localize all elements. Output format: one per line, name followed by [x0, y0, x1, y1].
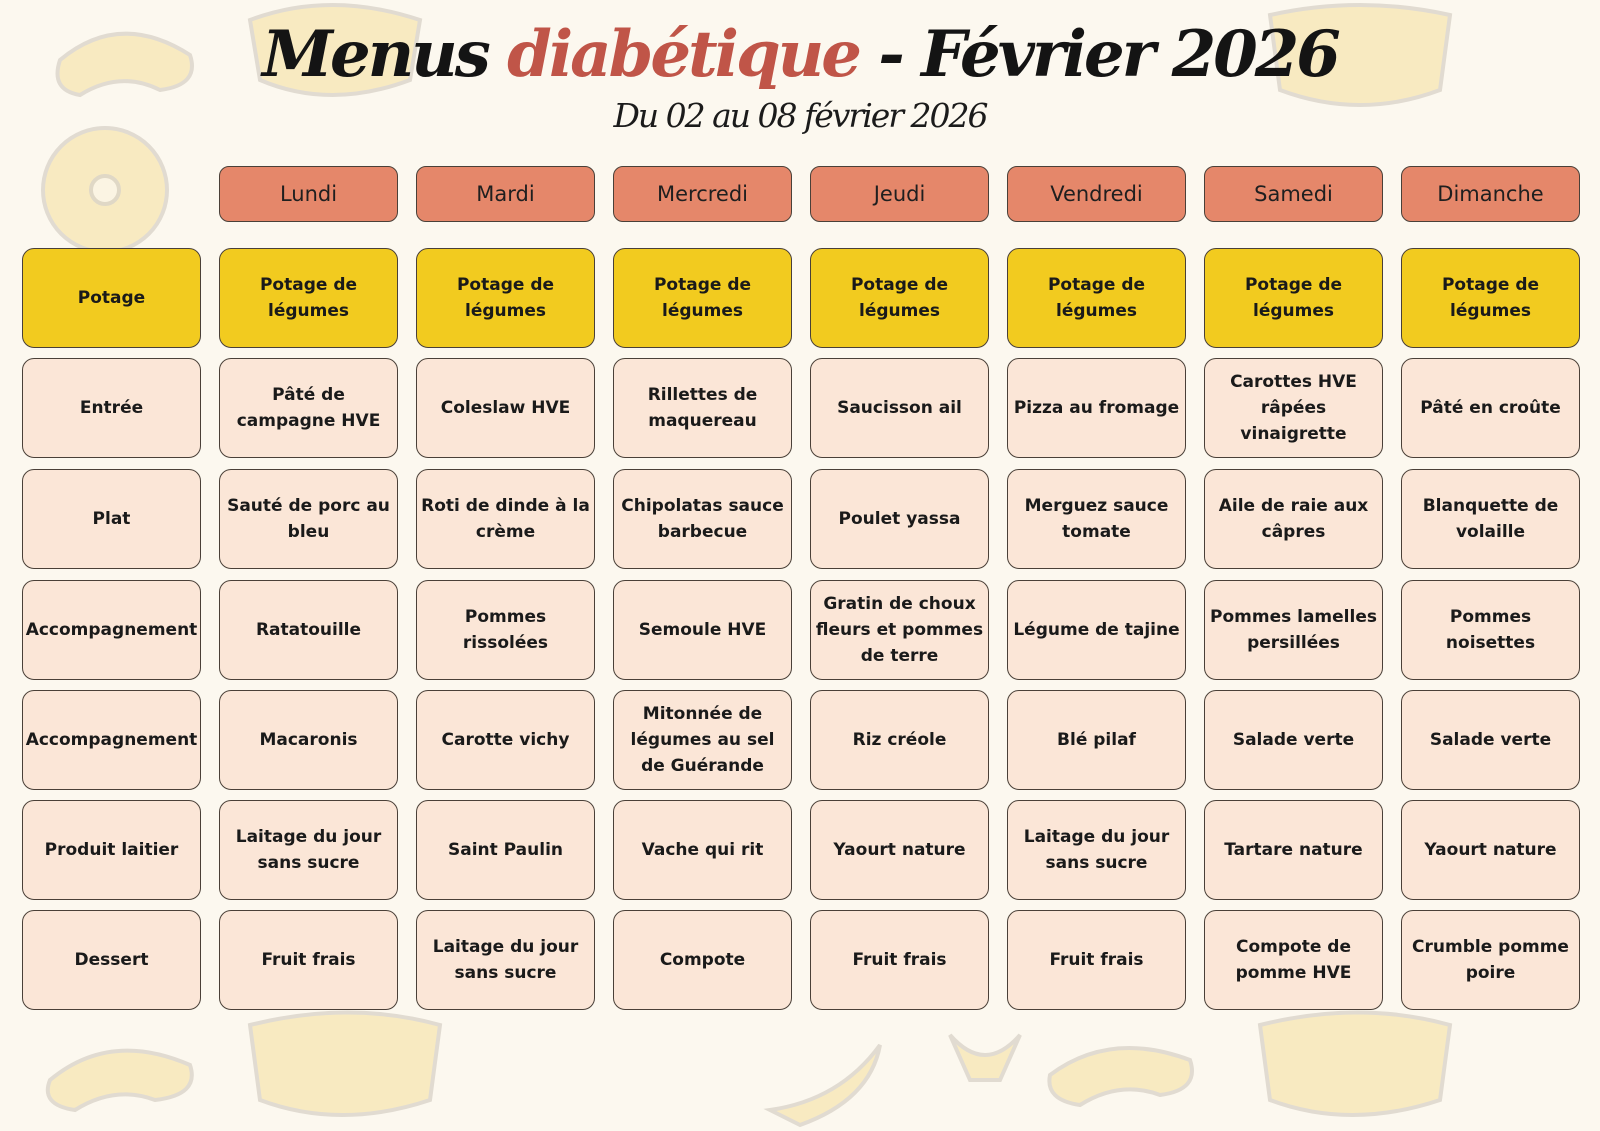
menu-cell — [1401, 690, 1580, 790]
menu-cell-text: Aile de raie aux câpres — [1218, 496, 1369, 542]
menu-cell — [219, 248, 398, 348]
menu-cell — [1007, 800, 1186, 900]
day-header-text: Mardi — [476, 182, 535, 206]
menu-cell-text: Pâté de campagne HVE — [236, 385, 381, 431]
menu-cell — [1401, 358, 1580, 458]
menu-cell — [810, 358, 989, 458]
row-label-text: Accompagnement — [25, 730, 198, 750]
menu-cell — [613, 910, 792, 1010]
day-header-text: Jeudi — [873, 182, 926, 206]
menu-cell-text: Laitage du jour sans sucre — [432, 937, 579, 983]
menu-cell — [1401, 580, 1580, 680]
menu-cell-text: Tartare nature — [1224, 840, 1363, 860]
menu-cell — [810, 580, 989, 680]
menu-cell-text: Laitage du jour sans sucre — [235, 827, 382, 873]
menu-cell-text: Pommes noisettes — [1445, 607, 1536, 653]
menu-cell-text: Potage de légumes — [456, 275, 555, 321]
menu-cell — [1204, 800, 1383, 900]
menu-cell-text: Fruit frais — [1049, 950, 1144, 970]
menu-cell — [1007, 910, 1186, 1010]
menu-cell-text: Carotte vichy — [441, 730, 570, 750]
menu-cell — [1401, 469, 1580, 569]
row-label-text: Potage — [77, 288, 146, 308]
row-label-text: Accompagnement — [25, 620, 198, 640]
menu-cell-text: Saint Paulin — [447, 840, 564, 860]
menu-cell-text: Vache qui rit — [641, 840, 764, 860]
menu-cell-text: Potage de légumes — [653, 275, 752, 321]
menu-cell — [416, 248, 595, 348]
menu-cell — [1204, 580, 1383, 680]
row-label-text: Entrée — [79, 398, 144, 418]
day-header-text: Dimanche — [1437, 182, 1544, 206]
menu-cell — [810, 800, 989, 900]
menu-cell-text: Gratin de choux fleurs et pommes de terre — [815, 594, 984, 666]
menu-cell-text: Potage de légumes — [850, 275, 949, 321]
menu-cell — [1007, 690, 1186, 790]
menu-cell — [613, 358, 792, 458]
day-header — [1204, 166, 1383, 222]
menu-cell — [1204, 358, 1383, 458]
menu-cell — [219, 358, 398, 458]
menu-cell — [810, 469, 989, 569]
menu-cell-text: Légume de tajine — [1013, 620, 1180, 640]
menu-cell — [1007, 358, 1186, 458]
menu-cell-text: Pâté en croûte — [1420, 398, 1561, 418]
title-accent: diabétique — [507, 17, 859, 92]
row-label — [22, 580, 201, 680]
menu-cell — [1204, 910, 1383, 1010]
row-label — [22, 690, 201, 790]
row-label — [22, 800, 201, 900]
menu-cell-text: Yaourt nature — [1424, 840, 1557, 860]
menu-cell-text: Potage de légumes — [259, 275, 358, 321]
menu-cell-text: Poulet yassa — [838, 509, 961, 529]
menu-cell-text: Potage de légumes — [1244, 275, 1343, 321]
menu-cell — [613, 469, 792, 569]
menu-cell-text: Pommes rissolées — [462, 607, 549, 653]
menu-cell — [1007, 580, 1186, 680]
menu-cell-text: Yaourt nature — [833, 840, 966, 860]
menu-cell — [219, 580, 398, 680]
day-header-text: Vendredi — [1050, 182, 1143, 206]
menu-cell-text: Blé pilaf — [1057, 730, 1136, 750]
row-label-text: Plat — [92, 509, 131, 529]
menu-cell-text: Sauté de porc au bleu — [227, 496, 390, 542]
menu-cell-text: Fruit frais — [261, 950, 356, 970]
menu-cell — [1204, 469, 1383, 569]
menu-cell-text: Rillettes de maquereau — [647, 385, 758, 431]
menu-cell-text: Macaronis — [259, 730, 358, 750]
menu-cell — [219, 690, 398, 790]
menu-cell-text: Laitage du jour sans sucre — [1023, 827, 1170, 873]
menu-cell-text: Riz créole — [852, 730, 947, 750]
page-title: Menus diabétique - Février 2026 — [262, 17, 1338, 92]
menu-cell — [416, 800, 595, 900]
menu-cell-text: Mitonnée de légumes au sel de Guérande — [630, 704, 775, 776]
day-header — [416, 166, 595, 222]
menu-cell — [416, 910, 595, 1010]
row-label — [22, 358, 201, 458]
menu-cell — [613, 690, 792, 790]
day-header — [810, 166, 989, 222]
menu-cell-text: Merguez sauce tomate — [1024, 496, 1169, 542]
menu-cell-text: Ratatouille — [255, 620, 362, 640]
menu-cell — [613, 580, 792, 680]
menu-cell — [219, 910, 398, 1010]
row-label — [22, 469, 201, 569]
day-header-text: Samedi — [1254, 182, 1333, 206]
day-header-text: Lundi — [279, 182, 338, 206]
menu-cell — [1204, 248, 1383, 348]
menu-cell-text: Salade verte — [1232, 730, 1355, 750]
menu-cell — [416, 690, 595, 790]
day-header — [613, 166, 792, 222]
menu-cell — [1401, 248, 1580, 348]
row-label — [22, 248, 201, 348]
menu-cell — [416, 469, 595, 569]
menu-cell — [1204, 690, 1383, 790]
menu-cell-text: Carottes HVE râpées vinaigrette — [1230, 372, 1357, 444]
page-subtitle: Du 02 au 08 février 2026 — [613, 96, 987, 135]
menu-cell-text: Pommes lamelles persillées — [1210, 607, 1377, 653]
menu-cell — [810, 910, 989, 1010]
menu-cell — [810, 690, 989, 790]
day-header — [219, 166, 398, 222]
menu-cell-text: Potage de légumes — [1441, 275, 1540, 321]
menu-cell — [1401, 800, 1580, 900]
menu-cell — [810, 248, 989, 348]
menu-cell — [1007, 469, 1186, 569]
day-header — [1401, 166, 1580, 222]
row-label-text: Dessert — [74, 950, 149, 970]
row-label — [22, 910, 201, 1010]
menu-cell-text: Salade verte — [1429, 730, 1552, 750]
menu-cell — [613, 800, 792, 900]
menu-cell-text: Semoule HVE — [638, 620, 767, 640]
menu-cell — [219, 469, 398, 569]
menu-cell-text: Saucisson ail — [837, 398, 962, 418]
menu-cell — [613, 248, 792, 348]
menu-cell-text: Crumble pomme poire — [1412, 937, 1569, 983]
menu-cell — [219, 800, 398, 900]
menu-cell-text: Fruit frais — [852, 950, 947, 970]
menu-cell — [416, 358, 595, 458]
menu-cell-text: Chipolatas sauce barbecue — [621, 496, 784, 542]
menu-cell — [1007, 248, 1186, 348]
menu-cell — [416, 580, 595, 680]
menu-cell-text: Potage de légumes — [1047, 275, 1146, 321]
row-label-text: Produit laitier — [44, 840, 179, 860]
day-header-text: Mercredi — [656, 182, 748, 206]
menu-cell — [1401, 910, 1580, 1010]
menu-cell-text: Blanquette de volaille — [1422, 496, 1559, 542]
day-header — [1007, 166, 1186, 222]
menu-cell-text: Compote de pomme HVE — [1235, 937, 1352, 983]
menu-cell-text: Roti de dinde à la crème — [421, 496, 590, 542]
menu-cell-text: Compote — [659, 950, 746, 970]
menu-cell-text: Pizza au fromage — [1013, 398, 1180, 418]
menu-cell-text: Coleslaw HVE — [440, 398, 571, 418]
